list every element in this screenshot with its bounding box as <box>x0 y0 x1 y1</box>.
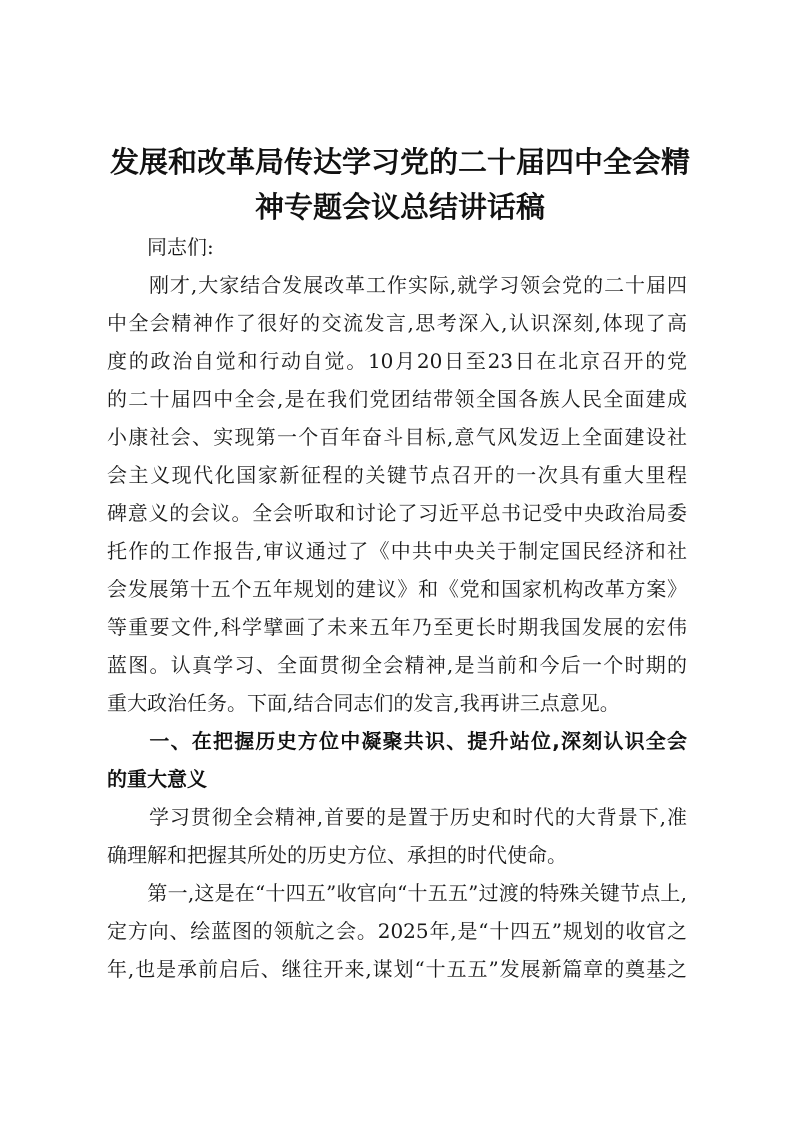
body-line: 蓝图。认真学习、全面贯彻全会精神,是当前和今后一个时期的 <box>107 653 687 677</box>
section-heading-line: 一、在把握历史方位中凝聚共识、提升站位,深刻认识全会 <box>107 729 687 753</box>
document-title-line-1: 发展和改革局传达学习党的二十届四中全会精 <box>109 145 690 179</box>
body-line: 刚才,大家结合发展改革工作实际,就学习领会党的二十届四 <box>107 273 687 297</box>
body-line: 碑意义的会议。全会听取和讨论了习近平总书记受中央政治局委 <box>107 501 687 525</box>
body-line: 中全会精神作了很好的交流发言,思考深入,认识深刻,体现了高 <box>107 311 687 335</box>
body-line: 小康社会、实现第一个百年奋斗目标,意气风发迈上全面建设社 <box>107 425 687 449</box>
body-line: 会发展第十五个五年规划的建议》和《党和国家机构改革方案》 <box>107 577 687 601</box>
body-line: 定方向、绘蓝图的领航之会。2025年,是“十四五”规划的收官之 <box>107 919 687 943</box>
body-line: 重大政治任务。下面,结合同志们的发言,我再讲三点意见。 <box>107 691 620 715</box>
body-line: 学习贯彻全会精神,首要的是置于历史和时代的大背景下,准 <box>107 805 687 829</box>
document-title-line-2: 神专题会议总结讲话稿 <box>254 190 545 224</box>
body-line: 等重要文件,科学擘画了未来五年乃至更长时期我国发展的宏伟 <box>107 615 687 639</box>
body-line: 度的政治自觉和行动自觉。10月20日至23日在北京召开的党 <box>107 349 687 373</box>
body-line: 确理解和把握其所处的历史方位、承担的时代使命。 <box>107 843 567 867</box>
section-heading-line: 的重大意义 <box>107 767 207 791</box>
body-line: 会主义现代化国家新征程的关键节点召开的一次具有重大里程 <box>107 463 687 487</box>
salutation: 同志们: <box>107 235 214 259</box>
body-line: 的二十届四中全会,是在我们党团结带领全国各族人民全面建成 <box>107 387 687 411</box>
body-line: 第一,这是在“十四五”收官向“十五五”过渡的特殊关键节点上, <box>107 881 687 905</box>
body-line: 托作的工作报告,审议通过了《中共中央关于制定国民经济和社 <box>107 539 687 563</box>
body-line: 年,也是承前启后、继往开来,谋划“十五五”发展新篇章的奠基之 <box>107 957 687 981</box>
